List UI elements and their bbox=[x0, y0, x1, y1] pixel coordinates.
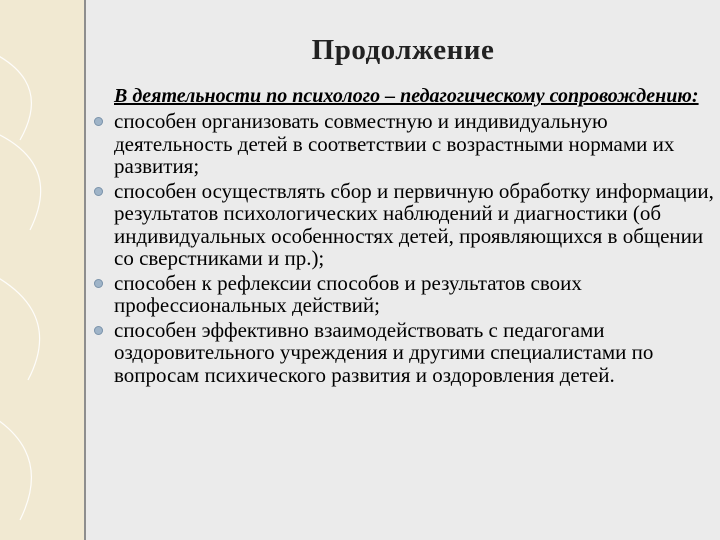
slide-content bbox=[114, 86, 714, 388]
bullet-dot-icon bbox=[94, 187, 103, 196]
bullet-dot-icon bbox=[94, 279, 103, 288]
bullet-list bbox=[114, 110, 714, 386]
list-item-text: способен эффективно взаимодействовать с педагогами оздоровительного учреждения и другими специалистами по вопросам психического развития и оздоровления детей. bbox=[114, 317, 654, 387]
bullet-dot-icon bbox=[94, 117, 103, 126]
list-item bbox=[114, 319, 714, 387]
list-item-text: способен организовать совместную и индивидуальную деятельность детей в соответствии с возрастными нормами их развития; bbox=[114, 109, 675, 178]
bullet-dot-icon bbox=[94, 326, 103, 335]
list-item bbox=[114, 180, 714, 270]
list-item bbox=[114, 110, 714, 178]
list-item bbox=[114, 272, 714, 317]
list-item-text: способен к рефлексии способов и результатов своих профессиональных действий; bbox=[114, 270, 582, 317]
vertical-divider bbox=[84, 0, 86, 540]
arc-decoration bbox=[0, 0, 84, 540]
section-subtitle: В деятельности по психолого – педагогическому сопровождению: bbox=[114, 85, 699, 107]
list-item-text: способен осуществлять сбор и первичную обработку информации, результатов психологических наблюдений и диагностики (об индивидуальных особенностях детей, проявляющихся в общении со сверстниками и пр.); bbox=[114, 178, 714, 270]
slide-title: Продолжение bbox=[311, 34, 495, 66]
decorative-side-band bbox=[0, 0, 84, 540]
